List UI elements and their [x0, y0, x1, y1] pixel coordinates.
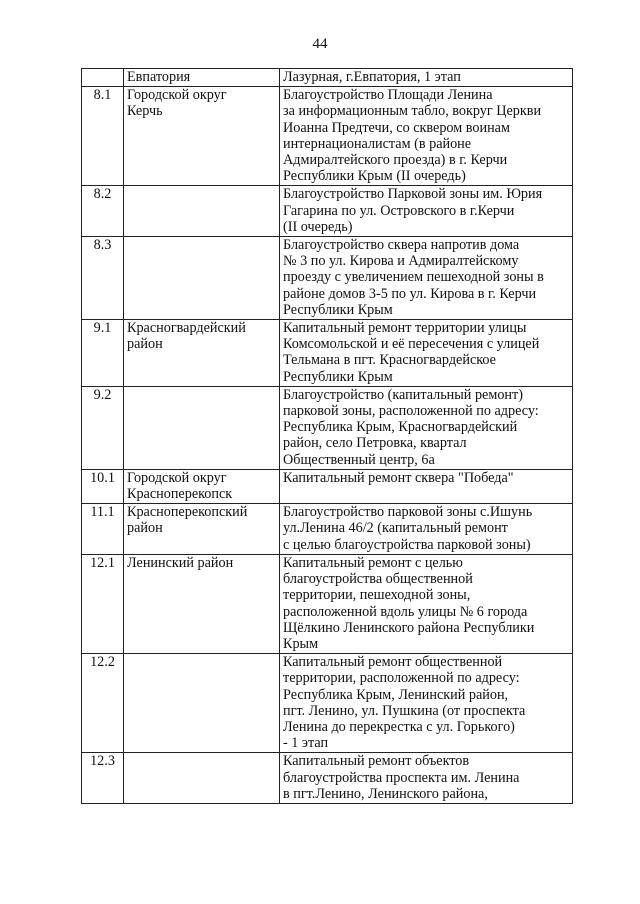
municipality-cell [124, 654, 280, 753]
description-line: Иоанна Предтечи, со сквером воинам [283, 119, 510, 136]
project-description-cell [280, 753, 573, 804]
municipality-line: Городской округ [127, 469, 227, 486]
description-line: Благоустройство (капитальный ремонт) [283, 386, 523, 403]
municipality-line: Евпатория [127, 69, 191, 85]
description-line: за информационным табло, вокруг Церкви [283, 103, 542, 120]
project-description-cell [280, 69, 573, 87]
description-line: Капитальный ремонт объектов [283, 753, 470, 770]
row-number: 8.2 [82, 186, 124, 237]
row-number: 12.2 [82, 654, 124, 753]
project-description-cell [280, 469, 573, 503]
row-number: 10.1 [82, 469, 124, 503]
description-line: территории, пешеходной зоны, [283, 587, 471, 604]
municipality-line: район [127, 520, 163, 537]
description-line: в пгт.Ленино, Ленинского района, [283, 785, 488, 802]
row-number [82, 69, 124, 87]
municipality-cell [124, 469, 280, 503]
description-line: Республики Крым [283, 301, 393, 318]
description-line: районе домов 3-5 по ул. Кирова в г. Керчи [283, 285, 537, 302]
description-line: Республики Крым [283, 368, 393, 385]
page-number: 44 [312, 36, 328, 52]
municipality-cell [124, 386, 280, 469]
description-line: - 1 этап [283, 735, 329, 752]
table-row [82, 469, 573, 503]
table-row [82, 69, 573, 87]
description-line: ул.Ленина 46/2 (капитальный ремонт [283, 520, 508, 537]
description-line: Благоустройство парковой зоны с.Ишунь [283, 504, 533, 521]
table-row [82, 237, 573, 320]
municipality-cell [124, 753, 280, 804]
description-line: Капитальный ремонт общественной [283, 654, 503, 671]
description-line: Комсомольской и её пересечения с улицей [283, 336, 540, 353]
row-number: 11.1 [82, 504, 124, 555]
table-row [82, 753, 573, 804]
municipality-cell [124, 87, 280, 186]
description-line: Капитальный ремонт с целью [283, 554, 463, 571]
municipality-line: Красногвардейский [127, 320, 246, 337]
table-row [82, 554, 573, 653]
description-line: Тельмана в пгт. Красногвардейское [283, 352, 496, 369]
description-line: Адмиралтейского проезда) в г. Керчи [283, 152, 508, 169]
description-line: Гагарина по ул. Островского в г.Керчи [283, 202, 515, 219]
document-table [81, 68, 573, 804]
description-line: проезду с увеличением пешеходной зоны в [283, 269, 544, 286]
description-line: Щёлкино Ленинского района Республики [283, 619, 535, 636]
description-line: № 3 по ул. Кирова и Адмиралтейскому [283, 253, 519, 270]
municipality-line: Керчь [127, 103, 163, 120]
municipality-line: район [127, 336, 163, 353]
project-description-cell [280, 320, 573, 387]
description-line: благоустройства общественной [283, 571, 473, 588]
description-line: территории, расположенной по адресу: [283, 670, 520, 687]
municipality-cell [124, 504, 280, 555]
project-description-cell [280, 386, 573, 469]
description-line: интернационалистам (в районе [283, 135, 472, 152]
description-line: Ленина до перекрестка с ул. Горького) [283, 718, 515, 735]
description-line: Благоустройство сквера напротив дома [283, 237, 520, 254]
row-number: 8.1 [82, 87, 124, 186]
description-line: Крым [283, 635, 319, 652]
municipality-cell [124, 69, 280, 87]
description-line: парковой зоны, расположенной по адресу: [283, 403, 539, 420]
description-line: Общественный центр, 6а [283, 451, 435, 468]
description-line: Благоустройство Площади Ленина [283, 87, 493, 104]
row-number: 12.3 [82, 753, 124, 804]
municipality-cell [124, 237, 280, 320]
table-row [82, 386, 573, 469]
project-description-cell [280, 554, 573, 653]
description-line: Лазурная, г.Евпатория, 1 этап [283, 69, 461, 85]
description-line: Капитальный ремонт территории улицы [283, 320, 527, 337]
description-line: Благоустройство Парковой зоны им. Юрия [283, 186, 543, 203]
description-line: Капитальный ремонт сквера "Победа" [283, 469, 514, 486]
description-line: расположенной вдоль улицы № 6 города [283, 603, 528, 620]
description-line: с целью благоустройства парковой зоны) [283, 536, 531, 553]
description-line: район, село Петровка, квартал [283, 435, 467, 452]
row-number: 9.1 [82, 320, 124, 387]
project-description-cell [280, 87, 573, 186]
municipality-line: Красноперекопск [127, 486, 233, 503]
row-number: 8.3 [82, 237, 124, 320]
project-description-cell [280, 654, 573, 753]
municipality-line: Красноперекопский [127, 504, 248, 521]
municipality-cell [124, 320, 280, 387]
description-line: Республики Крым (II очередь) [283, 168, 466, 185]
row-number: 12.1 [82, 554, 124, 653]
table-row [82, 186, 573, 237]
row-number: 9.2 [82, 386, 124, 469]
municipality-cell [124, 186, 280, 237]
project-description-cell [280, 504, 573, 555]
project-description-cell [280, 186, 573, 237]
description-line: пгт. Ленино, ул. Пушкина (от проспекта [283, 702, 526, 719]
description-line: Республика Крым, Ленинский район, [283, 686, 509, 703]
table-row [82, 654, 573, 753]
table-row [82, 320, 573, 387]
municipality-cell [124, 554, 280, 653]
municipality-line: Городской округ [127, 87, 227, 104]
description-line: благоустройства проспекта им. Ленина [283, 769, 520, 786]
table-row [82, 504, 573, 555]
municipality-line: Ленинский район [127, 554, 234, 571]
project-description-cell [280, 237, 573, 320]
description-line: (II очередь) [283, 218, 353, 235]
table-row [82, 87, 573, 186]
description-line: Республика Крым, Красногвардейский [283, 419, 518, 436]
